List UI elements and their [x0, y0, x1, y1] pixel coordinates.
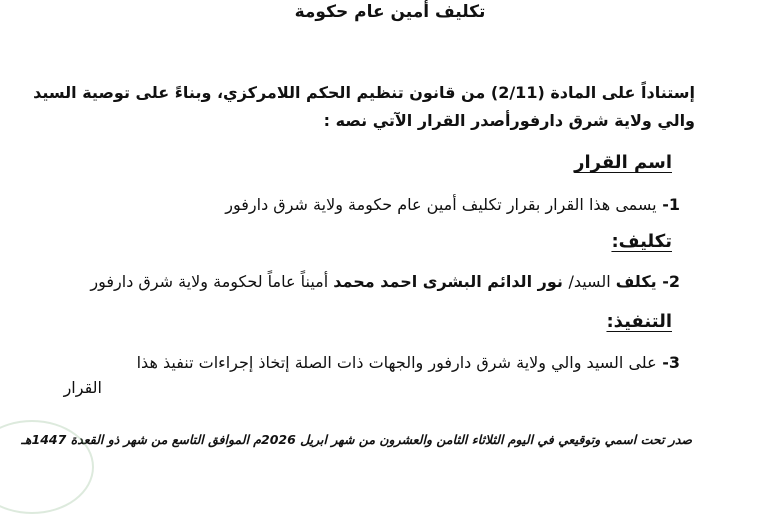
item-verb: يكلف — [615, 272, 657, 291]
item-text: يسمى هذا القرار بقرار تكليف أمين عام حكومة ولاية شرق دارفور — [225, 195, 657, 214]
preamble-line-2: والي ولاية شرق دارفورأصدر القرار الآتي نصه : — [323, 111, 695, 130]
item-title: السيد/ — [568, 272, 616, 291]
issuance-footer: صدر تحت اسمي وتوقيعي في اليوم الثلاثاء الثامن والعشرون من شهر ابريل 2026م الموافق التاسع من شهر ذو القعدة 1447هـ — [21, 432, 692, 447]
decree-item-3 — [137, 353, 680, 372]
appointee-name: نور الدائم البشرى احمد محمد — [333, 272, 569, 291]
decree-item-2 — [90, 272, 680, 291]
section-heading-decree-name: اسم القرار — [574, 152, 672, 173]
decree-item-3-continuation: القرار — [63, 378, 102, 397]
item-text: أميناً عاماً لحكومة ولاية شرق دارفور — [90, 272, 334, 291]
decree-item-1 — [225, 195, 680, 214]
item-number: 2- — [662, 272, 680, 291]
section-heading-assignment: تكليف: — [611, 231, 672, 252]
preamble-line-1: إستناداً على المادة (2/11) من قانون تنظيم الحكم اللامركزي، وبناءً على توصية السيد — [33, 83, 695, 102]
item-text: على السيد والي ولاية شرق دارفور والجهات ذات الصلة إتخاذ إجراءات تنفيذ هذا — [136, 353, 657, 372]
section-heading-implementation: التنفيذ: — [606, 311, 672, 332]
item-number: 3- — [662, 353, 680, 372]
document-title: تكليف أمين عام حكومة — [294, 2, 486, 22]
item-number: 1- — [662, 195, 680, 214]
